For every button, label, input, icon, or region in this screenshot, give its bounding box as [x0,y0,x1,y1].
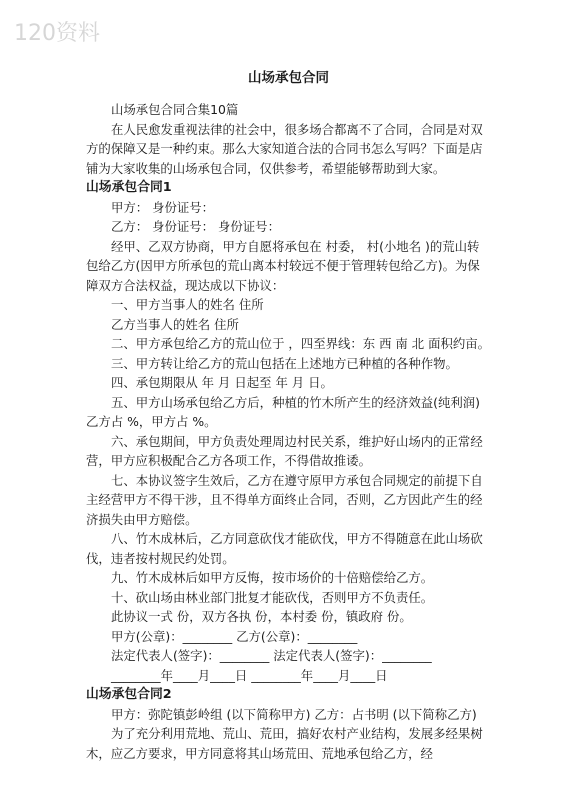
paragraph: 山场承包合同合集10篇 [111,102,239,117]
paragraph: 乙方： 身份证号： 身份证号： [111,219,280,234]
document-title: 山场承包合同 [248,70,329,86]
paragraph: 甲方(公章)：________ 乙方(公章)：________ [111,628,358,644]
paragraph: 在人民愈发重视法律的社会中，很多场合都离不了合同，合同是对双方的保障又是一种约束。那么大家知道合法的合同书怎么写吗？下面是店铺为大家收集的山场承包合同，仅供参考，希望能够帮助到大家。 [86,121,483,176]
paragraph: 法定代表人(签字)：________ 法定代表人(签字)：________ [111,648,432,663]
paragraph: 九、竹木成林后如甲方反悔，按市场价的十倍赔偿给乙方。 [111,570,434,585]
paragraph: 六、承包期间，甲方负责处理周边村民关系，维护好山场内的正常经营，甲方应积极配合乙方各项工作，不得借故推诿。 [86,433,483,468]
paragraph: 五、甲方山场承包给乙方后，种植的竹木所产生的经济效益(纯利润)乙方占 %，甲方占 %。 [86,394,480,429]
section-heading: 山场承包合同2 [86,687,172,702]
section-heading: 山场承包合同1 [86,180,172,195]
paragraph: 经甲、乙双方协商，甲方自愿将承包在 村委， 村(小地名 )的荒山转包给乙方(因甲方所承包的荒山离本村较远不便于管理转包给乙方)。为保障双方合法权益，现达成以下协议： [86,238,480,293]
paragraph: 一、甲方当事人的姓名 住所 [111,297,264,312]
paragraph: 为了充分利用荒地、荒山、荒田，搞好农村产业结构，发展多经果树木，应乙方要求，甲方同意将其山场荒田、荒地承包给乙方，经 [86,726,483,761]
document-page [86,68,491,763]
paragraph: 八、竹木成林后，乙方同意砍伐才能砍伐，甲方不得随意在此山场砍伐，违者按村规民约处罚。 [86,531,483,566]
paragraph: ________年____月____日 ________年____月____日 [111,667,388,683]
paragraph: 此协议一式 份，双方各执 份，本村委 份，镇政府 份。 [111,609,412,624]
paragraph: 七、本协议签字生效后，乙方在遵守原甲方承包合同规定的前提下自主经营甲方不得干涉，且不得单方面终止合同，否则，乙方因此产生的经济损失由甲方赔偿。 [86,472,483,527]
paragraph: 二、甲方承包给乙方的荒山位于 ，四至界线：东 西 南 北 面积约亩。 [111,336,491,351]
paragraph: 十、砍山场由林业部门批复才能砍伐，否则甲方不负责任。 [111,589,434,605]
paragraph: 甲方： 身份证号： [111,199,215,215]
watermark-logo: 120资料 [14,21,100,46]
paragraph: 乙方当事人的姓名 住所 [111,316,239,332]
document-body [86,100,491,763]
paragraph: 四、承包期限从 年 月 日起至 年 月 日。 [111,375,333,390]
paragraph: 甲方：弥陀镇彭岭组 (以下简称甲方) 乙方：占书明 (以下简称乙方) [111,706,477,722]
paragraph: 三、甲方转让给乙方的荒山包括在上述地方已种植的各种作物。 [111,355,458,371]
